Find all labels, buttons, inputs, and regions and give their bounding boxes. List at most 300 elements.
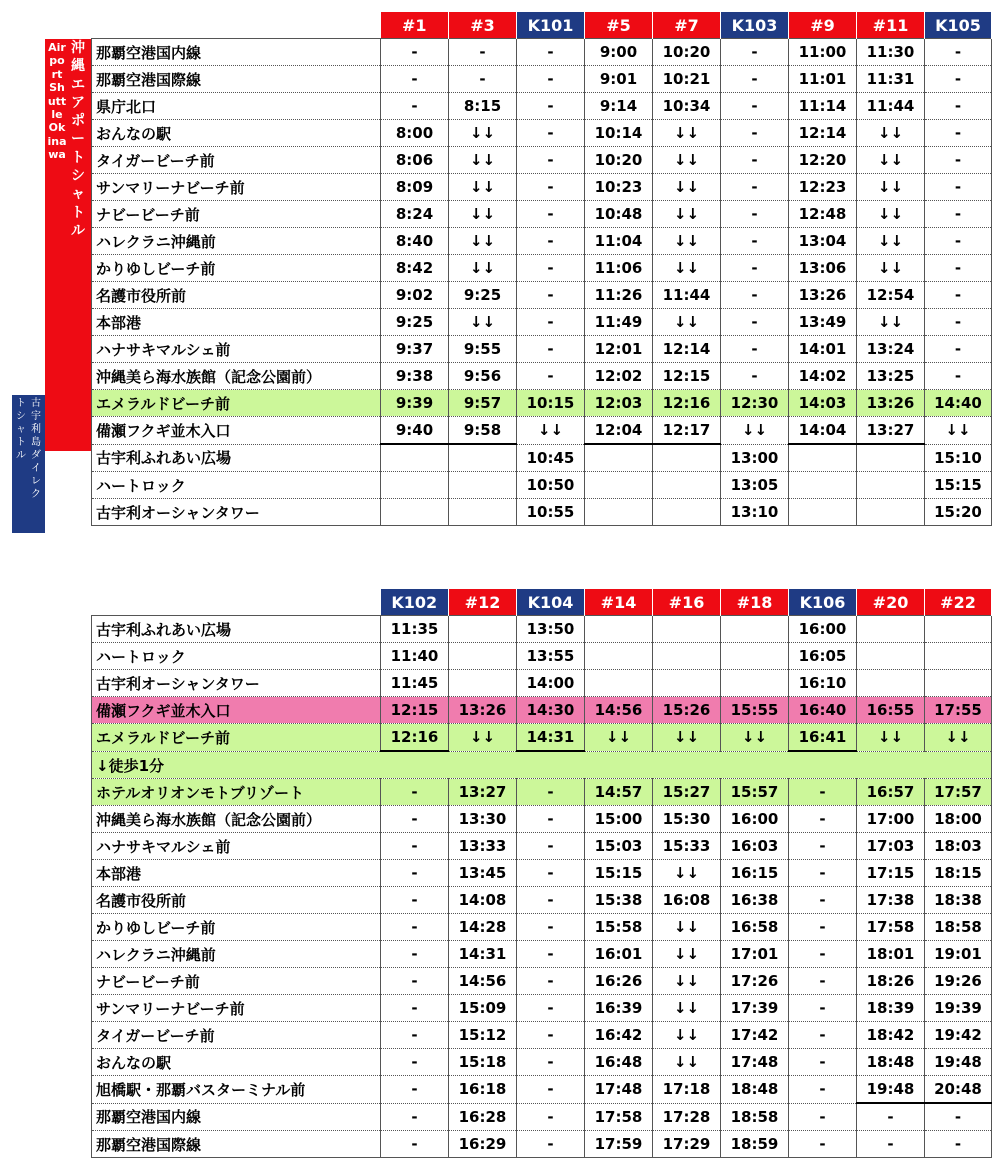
departure-time: 17:39 [721, 995, 789, 1022]
departure-time: 18:48 [857, 1049, 925, 1076]
departure-time: - [517, 120, 585, 147]
departure-time: ↓↓ [653, 147, 721, 174]
departure-time: 11:44 [653, 282, 721, 309]
departure-time: 11:14 [789, 93, 857, 120]
departure-time: 19:42 [925, 1022, 992, 1049]
departure-time: - [789, 1103, 857, 1131]
timetable-row [92, 66, 992, 93]
departure-time: - [721, 363, 789, 390]
departure-time [925, 616, 992, 643]
departure-time: 17:57 [925, 779, 992, 806]
departure-time [449, 643, 517, 670]
departure-time: 13:30 [449, 806, 517, 833]
departure-time: 13:26 [789, 282, 857, 309]
departure-time: 18:01 [857, 941, 925, 968]
kouri-direct-shuttle-label [12, 395, 45, 533]
departure-time [653, 444, 721, 472]
departure-time [857, 643, 925, 670]
departure-time: 18:48 [721, 1076, 789, 1104]
route-header: #14 [585, 589, 653, 616]
departure-time: 12:30 [721, 390, 789, 417]
departure-time [721, 616, 789, 643]
departure-time: 8:42 [381, 255, 449, 282]
departure-time: - [857, 1103, 925, 1131]
departure-time: 19:39 [925, 995, 992, 1022]
stop-name: かりゆしビーチ前 [92, 914, 381, 941]
route-header: #5 [585, 12, 653, 39]
stop-name: 名護市役所前 [92, 887, 381, 914]
departure-time: - [925, 309, 992, 336]
departure-time: - [721, 39, 789, 66]
departure-time: 18:58 [721, 1103, 789, 1131]
departure-time: - [517, 66, 585, 93]
departure-time: 14:30 [517, 697, 585, 724]
departure-time [925, 670, 992, 697]
stop-name: ハレクラニ沖縄前 [92, 941, 381, 968]
stop-name: ハートロック [92, 643, 381, 670]
timetable-row [92, 860, 992, 887]
timetable-row [92, 1076, 992, 1104]
departure-time: - [517, 833, 585, 860]
departure-time: 12:14 [789, 120, 857, 147]
departure-time: - [721, 147, 789, 174]
departure-time: 17:48 [585, 1076, 653, 1104]
departure-time [653, 643, 721, 670]
departure-time: - [381, 833, 449, 860]
departure-time [449, 616, 517, 643]
timetable-row [92, 472, 992, 499]
stop-name: 古宇利オーシャンタワー [92, 670, 381, 697]
departure-time: 15:00 [585, 806, 653, 833]
timetable-row [92, 887, 992, 914]
departure-time: ↓↓ [721, 724, 789, 752]
timetable-row [92, 1103, 992, 1131]
timetable-row [92, 147, 992, 174]
departure-time: 14:40 [925, 390, 992, 417]
timetable-row [92, 309, 992, 336]
departure-time: - [721, 336, 789, 363]
departure-time: ↓↓ [857, 228, 925, 255]
stop-name: 古宇利オーシャンタワー [92, 499, 381, 526]
departure-time: 12:54 [857, 282, 925, 309]
stop-name: ハートロック [92, 472, 381, 499]
departure-time: 18:00 [925, 806, 992, 833]
departure-time: 11:00 [789, 39, 857, 66]
departure-time: ↓↓ [585, 724, 653, 752]
departure-time [789, 444, 857, 472]
departure-time: 13:27 [857, 417, 925, 445]
departure-time: - [925, 174, 992, 201]
departure-time: 11:31 [857, 66, 925, 93]
timetable-row [92, 724, 992, 752]
departure-time: ↓↓ [653, 995, 721, 1022]
departure-time: 12:17 [653, 417, 721, 445]
departure-time: 11:35 [381, 616, 449, 643]
departure-time: ↓↓ [857, 309, 925, 336]
departure-time: ↓↓ [721, 417, 789, 445]
departure-time: 8:40 [381, 228, 449, 255]
timetable-row [92, 914, 992, 941]
timetable-return [91, 589, 992, 1158]
departure-time: 15:33 [653, 833, 721, 860]
departure-time [721, 643, 789, 670]
departure-time [449, 499, 517, 526]
departure-time: - [381, 1076, 449, 1104]
departure-time [789, 499, 857, 526]
departure-time: - [517, 1022, 585, 1049]
kouri-label-line1: 古宇利島ダイレク [31, 398, 41, 500]
stop-name: 古宇利ふれあい広場 [92, 616, 381, 643]
departure-time [653, 670, 721, 697]
departure-time [789, 472, 857, 499]
departure-time: 13:33 [449, 833, 517, 860]
departure-time: 11:06 [585, 255, 653, 282]
departure-time: - [381, 66, 449, 93]
departure-time: 15:55 [721, 697, 789, 724]
departure-time: - [857, 1131, 925, 1158]
departure-time: 13:25 [857, 363, 925, 390]
departure-time: 10:34 [653, 93, 721, 120]
departure-time: 12:04 [585, 417, 653, 445]
stop-name: エメラルドビーチ前 [92, 724, 381, 752]
departure-time: 16:05 [789, 643, 857, 670]
departure-time: 13:06 [789, 255, 857, 282]
departure-time: 14:31 [449, 941, 517, 968]
departure-time: 16:00 [789, 616, 857, 643]
departure-time: 18:42 [857, 1022, 925, 1049]
walk-note: ↓徒歩1分 [92, 751, 992, 779]
kouri-label-line2: トシャトル [16, 398, 26, 461]
departure-time: 13:05 [721, 472, 789, 499]
departure-time: 17:38 [857, 887, 925, 914]
departure-time: 17:26 [721, 968, 789, 995]
departure-time: - [517, 995, 585, 1022]
departure-time: - [721, 93, 789, 120]
departure-time: - [517, 779, 585, 806]
departure-time: 15:09 [449, 995, 517, 1022]
departure-time [585, 643, 653, 670]
departure-time: 8:24 [381, 201, 449, 228]
departure-time [585, 670, 653, 697]
route-header: #20 [857, 589, 925, 616]
departure-time: 15:15 [925, 472, 992, 499]
departure-time [857, 670, 925, 697]
route-header: #9 [789, 12, 857, 39]
timetable-row [92, 1049, 992, 1076]
departure-time: - [721, 120, 789, 147]
departure-time: - [925, 147, 992, 174]
stop-name: 本部港 [92, 860, 381, 887]
departure-time: 13:00 [721, 444, 789, 472]
stop-name: 那覇空港国際線 [92, 66, 381, 93]
timetable-row [92, 499, 992, 526]
departure-time: - [381, 1049, 449, 1076]
departure-time: 12:14 [653, 336, 721, 363]
route-header-row [92, 12, 992, 39]
timetable-row [92, 643, 992, 670]
route-header: K101 [517, 12, 585, 39]
departure-time: 19:48 [857, 1076, 925, 1104]
timetable-row [92, 968, 992, 995]
departure-time: - [925, 336, 992, 363]
departure-time: - [517, 887, 585, 914]
departure-time: 18:59 [721, 1131, 789, 1158]
departure-time: 14:56 [449, 968, 517, 995]
departure-time [857, 444, 925, 472]
departure-time: - [517, 968, 585, 995]
stop-name: 那覇空港国際線 [92, 1131, 381, 1158]
departure-time: ↓↓ [653, 914, 721, 941]
stop-name: ハナサキマルシェ前 [92, 833, 381, 860]
departure-time: 11:26 [585, 282, 653, 309]
departure-time: 10:20 [653, 39, 721, 66]
departure-time: 9:37 [381, 336, 449, 363]
departure-time: 8:15 [449, 93, 517, 120]
departure-time: ↓↓ [857, 120, 925, 147]
route-header: #1 [381, 12, 449, 39]
timetable-row [92, 39, 992, 66]
departure-time: - [517, 147, 585, 174]
departure-time: 9:25 [381, 309, 449, 336]
route-header: K102 [381, 589, 449, 616]
departure-time: - [789, 941, 857, 968]
stop-name: 備瀬フクギ並木入口 [92, 417, 381, 445]
departure-time: 16:10 [789, 670, 857, 697]
departure-time: 9:40 [381, 417, 449, 445]
route-header: #7 [653, 12, 721, 39]
departure-time: 11:30 [857, 39, 925, 66]
timetable-row [92, 670, 992, 697]
timetable-row [92, 806, 992, 833]
header-blank [92, 12, 381, 39]
departure-time: - [517, 255, 585, 282]
departure-time: - [381, 1103, 449, 1131]
departure-time: - [517, 309, 585, 336]
departure-time: - [789, 968, 857, 995]
departure-time: 13:50 [517, 616, 585, 643]
timetable-row [92, 228, 992, 255]
timetable-row [92, 282, 992, 309]
stop-name: かりゆしビーチ前 [92, 255, 381, 282]
departure-time: - [517, 860, 585, 887]
departure-time: 11:40 [381, 643, 449, 670]
departure-time: - [517, 363, 585, 390]
departure-time: ↓↓ [653, 968, 721, 995]
departure-time [585, 616, 653, 643]
departure-time: 14:28 [449, 914, 517, 941]
departure-time [721, 670, 789, 697]
departure-time: 15:20 [925, 499, 992, 526]
timetable-row [92, 120, 992, 147]
departure-time: 13:04 [789, 228, 857, 255]
departure-time: 10:20 [585, 147, 653, 174]
stop-name: 那覇空港国内線 [92, 39, 381, 66]
departure-time: - [381, 779, 449, 806]
route-header: #11 [857, 12, 925, 39]
departure-time: 15:57 [721, 779, 789, 806]
stop-name: 沖縄美ら海水族館（記念公園前） [92, 806, 381, 833]
timetable-row [92, 444, 992, 472]
departure-time: - [381, 93, 449, 120]
departure-time: 15:30 [653, 806, 721, 833]
departure-time: 10:48 [585, 201, 653, 228]
departure-time: - [517, 336, 585, 363]
departure-time: 16:38 [721, 887, 789, 914]
departure-time: 16:55 [857, 697, 925, 724]
departure-time: 14:01 [789, 336, 857, 363]
stop-name: 県庁北口 [92, 93, 381, 120]
departure-time: - [925, 255, 992, 282]
route-header: K103 [721, 12, 789, 39]
airport-shuttle-label-english: Airport Shuttle Okinawa [47, 41, 67, 162]
timetable-row [92, 201, 992, 228]
departure-time: - [517, 1049, 585, 1076]
stop-name: サンマリーナビーチ前 [92, 174, 381, 201]
route-header-row [92, 589, 992, 616]
departure-time: 16:29 [449, 1131, 517, 1158]
stop-name: 名護市役所前 [92, 282, 381, 309]
timetable-row [92, 1131, 992, 1158]
timetable-row [92, 697, 992, 724]
departure-time: 18:38 [925, 887, 992, 914]
departure-time: 16:08 [653, 887, 721, 914]
departure-time: - [449, 39, 517, 66]
airport-shuttle-label-japanese: 沖縄エアポートシャトル [71, 40, 85, 239]
departure-time: ↓↓ [449, 228, 517, 255]
departure-time: 17:03 [857, 833, 925, 860]
departure-time: 9:02 [381, 282, 449, 309]
departure-time: 15:27 [653, 779, 721, 806]
stop-name: ハレクラニ沖縄前 [92, 228, 381, 255]
departure-time: ↓↓ [449, 724, 517, 752]
departure-time: - [517, 228, 585, 255]
departure-time: - [381, 914, 449, 941]
departure-time: ↓↓ [653, 1049, 721, 1076]
departure-time: 13:26 [449, 697, 517, 724]
stop-name: サンマリーナビーチ前 [92, 995, 381, 1022]
timetable-row [92, 93, 992, 120]
departure-time: ↓↓ [449, 174, 517, 201]
timetable-row [92, 833, 992, 860]
departure-time: 13:45 [449, 860, 517, 887]
departure-time: 12:15 [381, 697, 449, 724]
departure-time: - [789, 806, 857, 833]
route-header: #18 [721, 589, 789, 616]
departure-time [585, 472, 653, 499]
stop-name: タイガービーチ前 [92, 147, 381, 174]
departure-time: - [925, 120, 992, 147]
departure-time: 13:26 [857, 390, 925, 417]
airport-shuttle-label [45, 39, 91, 451]
departure-time: - [789, 779, 857, 806]
stop-name: ホテルオリオンモトブリゾート [92, 779, 381, 806]
departure-time: - [517, 1131, 585, 1158]
departure-time: - [381, 941, 449, 968]
departure-time: ↓↓ [449, 147, 517, 174]
departure-time: 16:03 [721, 833, 789, 860]
timetable-row [92, 941, 992, 968]
departure-time: 9:14 [585, 93, 653, 120]
departure-time: 17:29 [653, 1131, 721, 1158]
departure-time: - [789, 1022, 857, 1049]
departure-time: 8:00 [381, 120, 449, 147]
departure-time: - [517, 93, 585, 120]
departure-time: 17:58 [857, 914, 925, 941]
departure-time: - [517, 174, 585, 201]
timetable-row [92, 995, 992, 1022]
departure-time [381, 444, 449, 472]
departure-time: - [721, 201, 789, 228]
departure-time: - [381, 806, 449, 833]
departure-time: 11:49 [585, 309, 653, 336]
departure-time: - [517, 1076, 585, 1104]
departure-time: 15:18 [449, 1049, 517, 1076]
departure-time [585, 444, 653, 472]
departure-time [585, 499, 653, 526]
header-blank [92, 589, 381, 616]
departure-time: 19:01 [925, 941, 992, 968]
departure-time: 15:12 [449, 1022, 517, 1049]
departure-time: - [789, 995, 857, 1022]
departure-time: 12:16 [381, 724, 449, 752]
timetable-row [92, 1022, 992, 1049]
departure-time: 15:10 [925, 444, 992, 472]
departure-time: 9:58 [449, 417, 517, 445]
departure-time: 18:58 [925, 914, 992, 941]
departure-time: 16:40 [789, 697, 857, 724]
departure-time: 19:48 [925, 1049, 992, 1076]
stop-name: 本部港 [92, 309, 381, 336]
departure-time: - [381, 1022, 449, 1049]
departure-time: 20:48 [925, 1076, 992, 1104]
departure-time: 14:08 [449, 887, 517, 914]
departure-time: 9:56 [449, 363, 517, 390]
timetable-row [92, 255, 992, 282]
departure-time: - [925, 66, 992, 93]
departure-time: 15:26 [653, 697, 721, 724]
departure-time: 14:03 [789, 390, 857, 417]
departure-time: 16:26 [585, 968, 653, 995]
departure-time: 10:50 [517, 472, 585, 499]
departure-time: ↓↓ [449, 309, 517, 336]
timetable-row [92, 616, 992, 643]
timetable-row [92, 751, 992, 779]
departure-time: - [789, 1076, 857, 1104]
departure-time: - [517, 39, 585, 66]
departure-time: 14:31 [517, 724, 585, 752]
departure-time: 10:55 [517, 499, 585, 526]
stop-name: ナビービーチ前 [92, 201, 381, 228]
departure-time: ↓↓ [653, 941, 721, 968]
departure-time: ↓↓ [653, 1022, 721, 1049]
departure-time: ↓↓ [653, 309, 721, 336]
departure-time [857, 616, 925, 643]
departure-time: - [721, 255, 789, 282]
departure-time: - [789, 914, 857, 941]
route-header: K104 [517, 589, 585, 616]
departure-time: - [517, 806, 585, 833]
stop-name: ハナサキマルシェ前 [92, 336, 381, 363]
departure-time: - [789, 1131, 857, 1158]
departure-time: - [517, 914, 585, 941]
departure-time: 13:49 [789, 309, 857, 336]
departure-time: 9:38 [381, 363, 449, 390]
timetable-row [92, 417, 992, 445]
departure-time: 16:39 [585, 995, 653, 1022]
departure-time: 17:28 [653, 1103, 721, 1131]
departure-time [381, 472, 449, 499]
departure-time: 14:00 [517, 670, 585, 697]
